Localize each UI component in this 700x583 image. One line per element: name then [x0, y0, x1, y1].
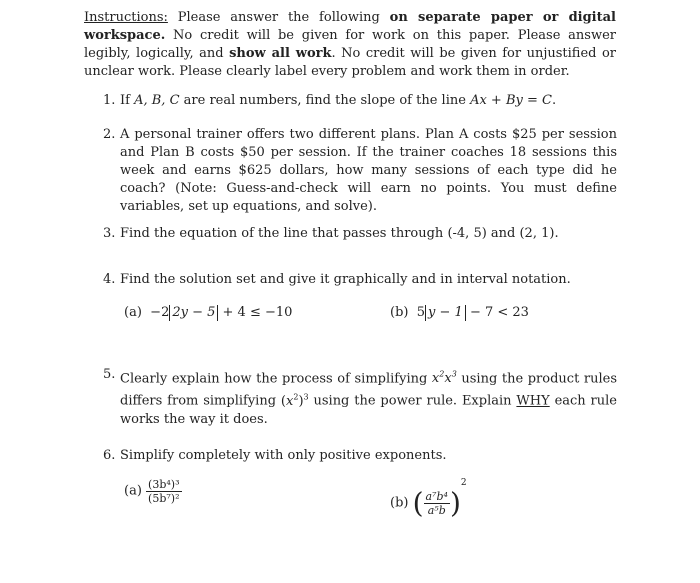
problem-number: 2. — [103, 127, 116, 142]
fraction — [424, 490, 450, 517]
instructions-bold-2: show all work — [229, 46, 332, 61]
math-expression: $x^2x^3$ — [431, 370, 457, 387]
math-expression: + 4 ≤ −10 — [222, 305, 293, 320]
problem-4a — [124, 304, 292, 322]
problem-4b — [390, 304, 529, 322]
math-expression: −2 — [150, 305, 170, 320]
problem-text: A personal trainer offers two different plans. Plan A costs $25 per session and Plan B costs $50 per session. If the trainer coaches 18 sessions this week and earns $625 dollars, how many sessions of each type did he coach? (Note: Guess-and-check will earn no points. You must define variables, set up equations, and solve). — [120, 127, 617, 214]
emphasis-why: WHY — [516, 393, 550, 409]
problem-text: Simplify completely with only positive exponents. — [120, 448, 447, 463]
left-paren: ( — [412, 486, 424, 520]
problem-number: 4. — [103, 272, 116, 287]
math-expression: A, B, C — [134, 93, 180, 108]
problem-number: 1. — [103, 93, 116, 108]
problem-5 — [103, 366, 617, 429]
problem-text: Clearly explain how the process of simplifying — [120, 371, 432, 387]
math-expression: − 7 < 23 — [469, 305, 529, 320]
math-expression: 5 — [416, 305, 426, 320]
numerator: (3b⁴)³ — [148, 478, 180, 491]
problem-text: . — [551, 93, 557, 108]
right-paren: ) — [449, 486, 461, 520]
problem-number: 5. — [103, 367, 116, 382]
subpart-label: (b) — [390, 305, 409, 320]
problem-text: using the product rules differs from simplifying — [120, 371, 617, 409]
instructions-text-2: No credit will be given for work on this paper. Please answer legibly, logically, and — [84, 28, 616, 61]
instructions-text-3: . No credit will be given for unjustified or unclear work. Please clearly label every problem and work them in order. — [84, 46, 616, 79]
problem-6a — [124, 478, 182, 505]
subpart-label: (a) — [124, 483, 142, 499]
instructions-text-1: Please answer the following — [167, 10, 390, 25]
problem-text: Find the solution set and give it graphically and in interval notation. — [120, 272, 571, 287]
problem-3 — [103, 225, 617, 243]
math-expression: $(x^2)^3$ — [280, 392, 309, 409]
subpart-label: (a) — [124, 305, 142, 320]
denominator: (5b⁷)² — [148, 492, 180, 505]
instructions-bold-1: on separate paper or digital workspace. — [84, 10, 616, 43]
problem-4 — [103, 271, 617, 289]
problem-text: If — [120, 93, 135, 108]
instructions-paragraph — [84, 9, 616, 81]
denominator: a⁵b — [427, 504, 446, 517]
absolute-value-expression: y − 1 — [425, 305, 466, 321]
math-expression: Ax + By = C — [470, 93, 552, 108]
instructions-heading: Instructions: — [84, 10, 168, 25]
problem-text: each rule works the way it does. — [120, 393, 617, 427]
problem-text: are real numbers, find the slope of the line — [179, 93, 471, 108]
exponent: 2 — [460, 478, 467, 488]
subpart-label: (b) — [390, 495, 409, 511]
problem-number: 3. — [103, 226, 116, 241]
problem-6b — [390, 474, 467, 520]
problem-number: 6. — [103, 448, 116, 463]
absolute-value-expression: 2y − 5 — [169, 305, 218, 321]
problem-6 — [103, 447, 617, 465]
numerator: a⁷b⁴ — [425, 490, 448, 503]
problem-2 — [103, 126, 617, 216]
problem-text: using the power rule. Explain — [308, 393, 517, 409]
fraction — [146, 478, 181, 505]
problem-text: Find the equation of the line that passes through (-4, 5) and (2, 1). — [120, 226, 559, 241]
problem-1 — [103, 92, 617, 110]
